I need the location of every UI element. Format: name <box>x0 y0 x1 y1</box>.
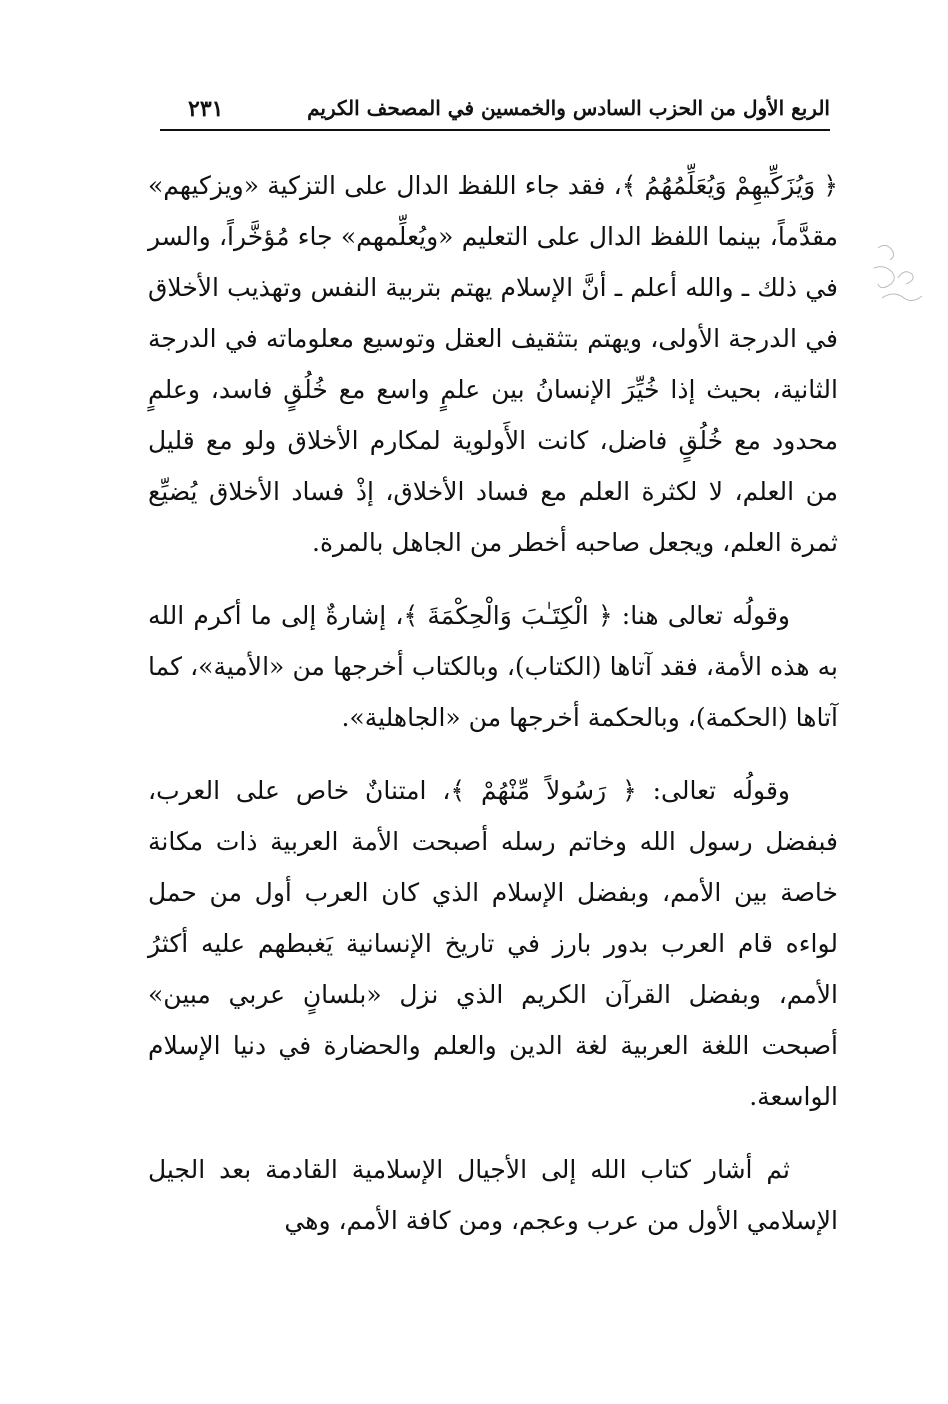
header-title: الربع الأول من الحزب السادس والخمسين في المصحف الكريم <box>307 96 830 120</box>
page-number: ٢٣١ <box>188 96 224 122</box>
paragraph: وقولُه تعالى هنا: ﴿ الْكِتَـٰبَ وَالْحِكْمَةَ ﴾، إشارةٌ إلى ما أكرم الله به هذه الأمة، فقد آتاها (الكتاب)، وبالكتاب أخرجها من «الأمية»، كما آتاها (الحكمة)، وبالحكمة أخرجها من «الجاهلية». <box>148 601 838 732</box>
running-header <box>160 92 830 132</box>
paragraph: ﴿ وَيُزَكِّيهِمْ وَيُعَلِّمُهُمُ ﴾، فقد جاء اللفظ الدال على التزكية «ويزكيهم» مقدَّماً، بينما اللفظ الدال على التعليم «ويُعلِّمهم» جاء مُؤخَّراً، والسر في ذلك ـ والله أعلم ـ أنَّ الإسلام يهتم بتربية النفس وتهذيب الأخلاق في الدرجة الأولى، ويهتم بتثقيف العقل وتوسيع معلوماته في الدرجة الثانية، بحيث إذا خُيِّرَ الإنسانُ بين علمٍ واسع مع خُلُقٍ فاسد، وعلمٍ محدود مع خُلُقٍ فاضل، كانت الأَولوية لمكارم الأخلاق ولو مع قليل من العلم، لا لكثرة العلم مع فساد الأخلاق، إذْ فساد الأخلاق يُضيِّع ثمرة العلم، ويجعل صاحبه أخطر من الجاهل بالمرة. <box>148 171 838 557</box>
header-rule <box>160 129 830 131</box>
paragraph: وقولُه تعالى: ﴿ رَسُولاً مِّنْهُمْ ﴾، امتنانٌ خاص على العرب، فبفضل رسول الله وخاتم رسله أصبحت الأمة العربية ذات مكانة خاصة بين الأمم، وبفضل الإسلام الذي كان العرب أول من حمل لواءه قام العرب بدور بارز في تاريخ الإنسانية يَغبطهم عليه أكثرُ الأمم، وبفضل القرآن الكريم الذي نزل «بلسانٍ عربي مبين» أصبحت اللغة العربية لغة الدين والعلم والحضارة في دنيا الإسلام الواسعة. <box>148 776 838 1111</box>
paragraph: ثم أشار كتاب الله إلى الأجيال الإسلامية القادمة بعد الجيل الإسلامي الأول من عرب وعجم، ومن كافة الأمم، وهي <box>148 1155 838 1235</box>
main-text <box>148 160 838 1268</box>
margin-scribble-mark <box>868 238 928 318</box>
